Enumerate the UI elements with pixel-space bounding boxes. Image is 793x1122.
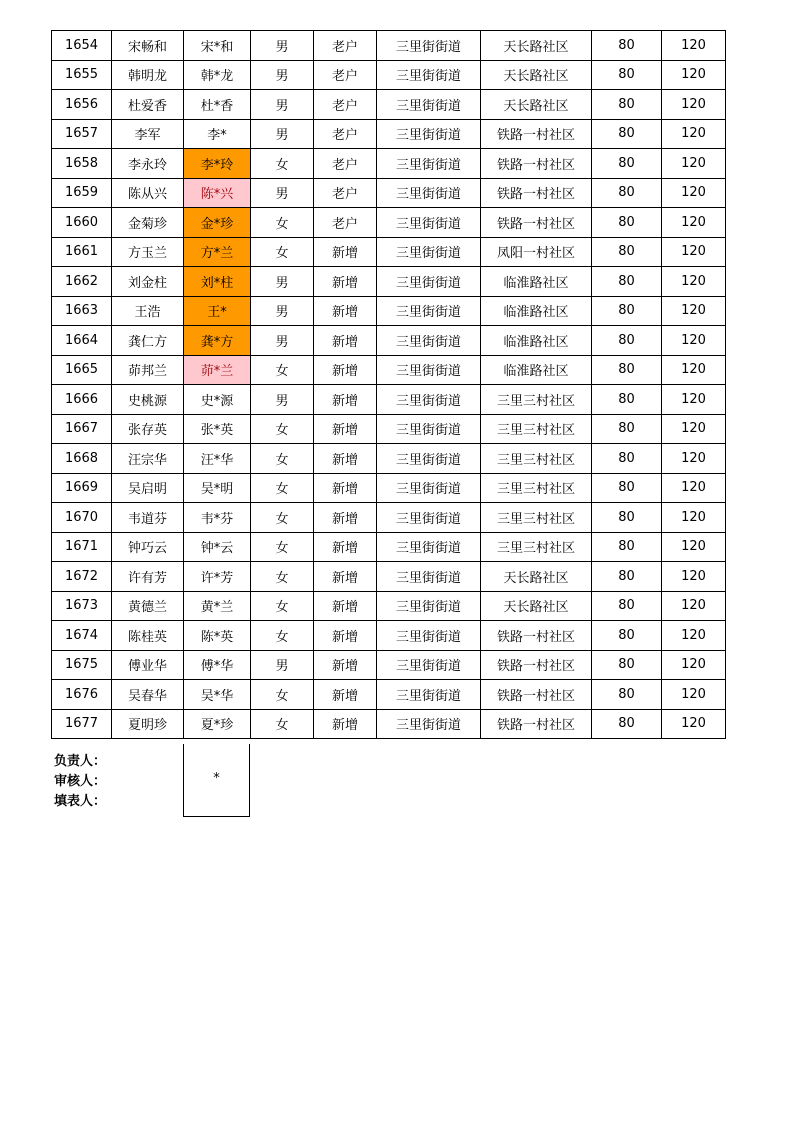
masked-name-cell: 钟*云 — [184, 532, 251, 562]
value2-cell: 120 — [662, 208, 726, 238]
id-cell: 1665 — [52, 355, 112, 385]
masked-name-cell: 李*玲 — [184, 149, 251, 179]
community-cell: 临淮路社区 — [481, 267, 592, 297]
type-cell: 新增 — [314, 267, 377, 297]
street-cell: 三里街街道 — [377, 90, 481, 120]
name-cell: 吴启明 — [112, 473, 184, 503]
street-cell: 三里街街道 — [377, 385, 481, 415]
table-row — [52, 562, 726, 592]
value2-cell: 120 — [662, 90, 726, 120]
street-cell: 三里街街道 — [377, 473, 481, 503]
gender-cell: 女 — [251, 532, 314, 562]
community-cell: 天长路社区 — [481, 60, 592, 90]
street-cell: 三里街街道 — [377, 532, 481, 562]
masked-name-cell: 茆*兰 — [184, 355, 251, 385]
table-row — [52, 444, 726, 474]
value2-cell: 120 — [662, 680, 726, 710]
community-cell: 凤阳一村社区 — [481, 237, 592, 267]
gender-cell: 男 — [251, 31, 314, 61]
community-cell: 临淮路社区 — [481, 296, 592, 326]
masked-name-cell: 吴*华 — [184, 680, 251, 710]
community-cell: 铁路一村社区 — [481, 149, 592, 179]
street-cell: 三里街街道 — [377, 650, 481, 680]
value1-cell: 80 — [592, 208, 662, 238]
type-cell: 新增 — [314, 414, 377, 444]
community-cell: 铁路一村社区 — [481, 680, 592, 710]
street-cell: 三里街街道 — [377, 621, 481, 651]
name-cell: 吴春华 — [112, 680, 184, 710]
signature-block — [54, 752, 106, 812]
type-cell: 新增 — [314, 650, 377, 680]
id-cell: 1669 — [52, 473, 112, 503]
value1-cell: 80 — [592, 680, 662, 710]
masked-name-cell: 韩*龙 — [184, 60, 251, 90]
type-cell: 新增 — [314, 473, 377, 503]
masked-name-cell: 宋*和 — [184, 31, 251, 61]
value1-cell: 80 — [592, 444, 662, 474]
value2-cell: 120 — [662, 296, 726, 326]
table-row — [52, 178, 726, 208]
community-cell: 三里三村社区 — [481, 503, 592, 533]
community-cell: 三里三村社区 — [481, 414, 592, 444]
value2-cell: 120 — [662, 119, 726, 149]
value2-cell: 120 — [662, 650, 726, 680]
masked-name-cell: 龚*方 — [184, 326, 251, 356]
gender-cell: 男 — [251, 90, 314, 120]
value2-cell: 120 — [662, 385, 726, 415]
name-cell: 钟巧云 — [112, 532, 184, 562]
id-cell: 1666 — [52, 385, 112, 415]
masked-name-cell: 史*源 — [184, 385, 251, 415]
type-cell: 新增 — [314, 385, 377, 415]
value1-cell: 80 — [592, 31, 662, 61]
name-cell: 汪宗华 — [112, 444, 184, 474]
community-cell: 铁路一村社区 — [481, 208, 592, 238]
id-cell: 1662 — [52, 267, 112, 297]
type-cell: 新增 — [314, 591, 377, 621]
gender-cell: 男 — [251, 178, 314, 208]
street-cell: 三里街街道 — [377, 237, 481, 267]
gender-cell: 女 — [251, 473, 314, 503]
name-cell: 史桃源 — [112, 385, 184, 415]
star-cell: * — [183, 744, 250, 817]
value2-cell: 120 — [662, 267, 726, 297]
community-cell: 天长路社区 — [481, 90, 592, 120]
table-row — [52, 355, 726, 385]
community-cell: 三里三村社区 — [481, 532, 592, 562]
type-cell: 新增 — [314, 237, 377, 267]
value2-cell: 120 — [662, 355, 726, 385]
community-cell: 天长路社区 — [481, 562, 592, 592]
id-cell: 1673 — [52, 591, 112, 621]
masked-name-cell: 韦*芬 — [184, 503, 251, 533]
community-cell: 天长路社区 — [481, 31, 592, 61]
community-cell: 三里三村社区 — [481, 385, 592, 415]
value2-cell: 120 — [662, 621, 726, 651]
value1-cell: 80 — [592, 355, 662, 385]
table-row — [52, 709, 726, 739]
street-cell: 三里街街道 — [377, 562, 481, 592]
gender-cell: 男 — [251, 296, 314, 326]
gender-cell: 女 — [251, 591, 314, 621]
type-cell: 老户 — [314, 149, 377, 179]
community-cell: 铁路一村社区 — [481, 650, 592, 680]
street-cell: 三里街街道 — [377, 178, 481, 208]
value2-cell: 120 — [662, 178, 726, 208]
value1-cell: 80 — [592, 562, 662, 592]
preparer-label: 填表人： — [54, 794, 107, 809]
value2-cell: 120 — [662, 591, 726, 621]
type-cell: 新增 — [314, 326, 377, 356]
name-cell: 王浩 — [112, 296, 184, 326]
type-cell: 新增 — [314, 296, 377, 326]
value2-cell: 120 — [662, 31, 726, 61]
value1-cell: 80 — [592, 237, 662, 267]
street-cell: 三里街街道 — [377, 503, 481, 533]
type-cell: 新增 — [314, 532, 377, 562]
gender-cell: 女 — [251, 621, 314, 651]
name-cell: 杜爱香 — [112, 90, 184, 120]
id-cell: 1671 — [52, 532, 112, 562]
id-cell: 1675 — [52, 650, 112, 680]
community-cell: 临淮路社区 — [481, 355, 592, 385]
table-row — [52, 650, 726, 680]
value2-cell: 120 — [662, 149, 726, 179]
community-cell: 三里三村社区 — [481, 444, 592, 474]
id-cell: 1660 — [52, 208, 112, 238]
street-cell: 三里街街道 — [377, 267, 481, 297]
table-row — [52, 385, 726, 415]
masked-name-cell: 汪*华 — [184, 444, 251, 474]
community-cell: 铁路一村社区 — [481, 709, 592, 739]
gender-cell: 女 — [251, 562, 314, 592]
gender-cell: 女 — [251, 237, 314, 267]
masked-name-cell: 李* — [184, 119, 251, 149]
street-cell: 三里街街道 — [377, 31, 481, 61]
value2-cell: 120 — [662, 503, 726, 533]
street-cell: 三里街街道 — [377, 414, 481, 444]
table-row — [52, 414, 726, 444]
id-cell: 1657 — [52, 119, 112, 149]
value2-cell: 120 — [662, 60, 726, 90]
value1-cell: 80 — [592, 532, 662, 562]
type-cell: 老户 — [314, 31, 377, 61]
table-row — [52, 621, 726, 651]
masked-name-cell: 傅*华 — [184, 650, 251, 680]
type-cell: 新增 — [314, 621, 377, 651]
name-cell: 龚仁方 — [112, 326, 184, 356]
masked-name-cell: 陈*兴 — [184, 178, 251, 208]
value2-cell: 120 — [662, 562, 726, 592]
street-cell: 三里街街道 — [377, 208, 481, 238]
gender-cell: 女 — [251, 444, 314, 474]
gender-cell: 女 — [251, 149, 314, 179]
table-row — [52, 60, 726, 90]
id-cell: 1654 — [52, 31, 112, 61]
masked-name-cell: 方*兰 — [184, 237, 251, 267]
name-cell: 黄德兰 — [112, 591, 184, 621]
gender-cell: 女 — [251, 208, 314, 238]
table-row — [52, 149, 726, 179]
masked-name-cell: 夏*珍 — [184, 709, 251, 739]
value1-cell: 80 — [592, 385, 662, 415]
reviewer-label: 审核人： — [54, 774, 107, 789]
table-row — [52, 90, 726, 120]
gender-cell: 男 — [251, 60, 314, 90]
gender-cell: 女 — [251, 680, 314, 710]
gender-cell: 男 — [251, 326, 314, 356]
name-cell: 刘金柱 — [112, 267, 184, 297]
responsible-label: 负责人： — [54, 754, 107, 769]
type-cell: 新增 — [314, 355, 377, 385]
name-cell: 方玉兰 — [112, 237, 184, 267]
name-cell: 陈从兴 — [112, 178, 184, 208]
id-cell: 1667 — [52, 414, 112, 444]
value1-cell: 80 — [592, 414, 662, 444]
community-cell: 铁路一村社区 — [481, 621, 592, 651]
gender-cell: 男 — [251, 385, 314, 415]
value1-cell: 80 — [592, 709, 662, 739]
table-row — [52, 503, 726, 533]
id-cell: 1663 — [52, 296, 112, 326]
gender-cell: 女 — [251, 414, 314, 444]
type-cell: 新增 — [314, 680, 377, 710]
gender-cell: 女 — [251, 503, 314, 533]
type-cell: 新增 — [314, 562, 377, 592]
table-row — [52, 267, 726, 297]
street-cell: 三里街街道 — [377, 60, 481, 90]
id-cell: 1659 — [52, 178, 112, 208]
value2-cell: 120 — [662, 326, 726, 356]
type-cell: 老户 — [314, 60, 377, 90]
table-row — [52, 473, 726, 503]
name-cell: 韩明龙 — [112, 60, 184, 90]
value1-cell: 80 — [592, 267, 662, 297]
community-cell: 临淮路社区 — [481, 326, 592, 356]
name-cell: 茆邦兰 — [112, 355, 184, 385]
id-cell: 1658 — [52, 149, 112, 179]
roster-table — [51, 30, 726, 739]
id-cell: 1670 — [52, 503, 112, 533]
masked-name-cell: 黄*兰 — [184, 591, 251, 621]
community-cell: 天长路社区 — [481, 591, 592, 621]
name-cell: 金菊珍 — [112, 208, 184, 238]
table-row — [52, 680, 726, 710]
table-row — [52, 532, 726, 562]
masked-name-cell: 刘*柱 — [184, 267, 251, 297]
value1-cell: 80 — [592, 60, 662, 90]
value1-cell: 80 — [592, 326, 662, 356]
name-cell: 夏明珍 — [112, 709, 184, 739]
table-row — [52, 208, 726, 238]
name-cell: 陈桂英 — [112, 621, 184, 651]
type-cell: 老户 — [314, 90, 377, 120]
masked-name-cell: 杜*香 — [184, 90, 251, 120]
name-cell: 张存英 — [112, 414, 184, 444]
table-row — [52, 591, 726, 621]
masked-name-cell: 金*珍 — [184, 208, 251, 238]
value1-cell: 80 — [592, 296, 662, 326]
type-cell: 老户 — [314, 178, 377, 208]
name-cell: 李军 — [112, 119, 184, 149]
masked-name-cell: 吴*明 — [184, 473, 251, 503]
street-cell: 三里街街道 — [377, 149, 481, 179]
id-cell: 1674 — [52, 621, 112, 651]
street-cell: 三里街街道 — [377, 444, 481, 474]
id-cell: 1676 — [52, 680, 112, 710]
masked-name-cell: 陈*英 — [184, 621, 251, 651]
value2-cell: 120 — [662, 473, 726, 503]
masked-name-cell: 许*芳 — [184, 562, 251, 592]
community-cell: 三里三村社区 — [481, 473, 592, 503]
id-cell: 1655 — [52, 60, 112, 90]
community-cell: 铁路一村社区 — [481, 178, 592, 208]
street-cell: 三里街街道 — [377, 119, 481, 149]
table-body — [52, 31, 726, 739]
street-cell: 三里街街道 — [377, 355, 481, 385]
type-cell: 新增 — [314, 444, 377, 474]
value1-cell: 80 — [592, 178, 662, 208]
value2-cell: 120 — [662, 532, 726, 562]
street-cell: 三里街街道 — [377, 296, 481, 326]
street-cell: 三里街街道 — [377, 326, 481, 356]
id-cell: 1664 — [52, 326, 112, 356]
value2-cell: 120 — [662, 444, 726, 474]
type-cell: 老户 — [314, 119, 377, 149]
value1-cell: 80 — [592, 650, 662, 680]
id-cell: 1672 — [52, 562, 112, 592]
masked-name-cell: 张*英 — [184, 414, 251, 444]
gender-cell: 男 — [251, 267, 314, 297]
type-cell: 老户 — [314, 208, 377, 238]
value1-cell: 80 — [592, 149, 662, 179]
value1-cell: 80 — [592, 503, 662, 533]
id-cell: 1656 — [52, 90, 112, 120]
name-cell: 傅业华 — [112, 650, 184, 680]
street-cell: 三里街街道 — [377, 709, 481, 739]
name-cell: 许有芳 — [112, 562, 184, 592]
name-cell: 李永玲 — [112, 149, 184, 179]
value1-cell: 80 — [592, 621, 662, 651]
masked-name-cell: 王* — [184, 296, 251, 326]
id-cell: 1668 — [52, 444, 112, 474]
value1-cell: 80 — [592, 90, 662, 120]
value2-cell: 120 — [662, 709, 726, 739]
table-row — [52, 31, 726, 61]
value1-cell: 80 — [592, 473, 662, 503]
value1-cell: 80 — [592, 591, 662, 621]
id-cell: 1661 — [52, 237, 112, 267]
gender-cell: 男 — [251, 119, 314, 149]
name-cell: 韦道芬 — [112, 503, 184, 533]
street-cell: 三里街街道 — [377, 680, 481, 710]
table-row — [52, 237, 726, 267]
type-cell: 新增 — [314, 709, 377, 739]
value2-cell: 120 — [662, 237, 726, 267]
id-cell: 1677 — [52, 709, 112, 739]
type-cell: 新增 — [314, 503, 377, 533]
gender-cell: 女 — [251, 355, 314, 385]
community-cell: 铁路一村社区 — [481, 119, 592, 149]
table-row — [52, 326, 726, 356]
table-row — [52, 296, 726, 326]
table-row — [52, 119, 726, 149]
gender-cell: 女 — [251, 709, 314, 739]
value2-cell: 120 — [662, 414, 726, 444]
name-cell: 宋畅和 — [112, 31, 184, 61]
gender-cell: 男 — [251, 650, 314, 680]
street-cell: 三里街街道 — [377, 591, 481, 621]
value1-cell: 80 — [592, 119, 662, 149]
